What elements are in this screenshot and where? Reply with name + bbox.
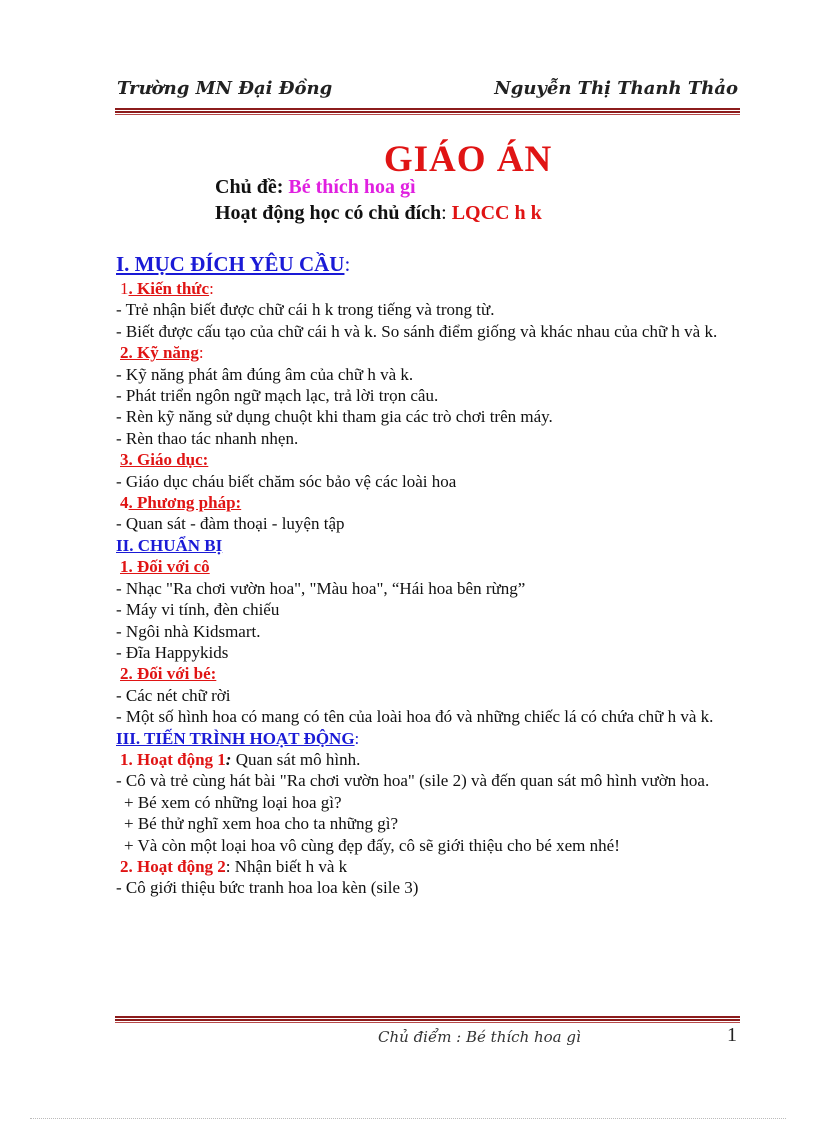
topic-label: Chủ đề: bbox=[215, 176, 289, 198]
skills-item-3: - Rèn kỹ năng sử dụng chuột khi tham gia các trò chơi trên máy. bbox=[116, 407, 553, 427]
activity-line bbox=[215, 202, 542, 225]
skills-heading: 2. Kỹ năng: bbox=[120, 343, 204, 363]
document-body bbox=[116, 250, 739, 899]
teacher-prep-heading: 1. Đối với cô bbox=[120, 557, 210, 577]
footer-topic: Chủ điểm : Bé thích hoa gì bbox=[378, 1028, 581, 1046]
footer-rule bbox=[115, 1016, 740, 1023]
skills-item-1: - Kỹ năng phát âm đúng âm của chữ h và k. bbox=[116, 364, 414, 384]
child-prep-item-1: - Các nét chữ rời bbox=[116, 685, 231, 705]
document-title: GIÁO ÁN bbox=[383, 139, 553, 180]
activity-2-item-1: - Cô giới thiệu bức tranh hoa loa kèn (sile 3) bbox=[116, 878, 419, 898]
teacher-prep-item-4: - Đĩa Happykids bbox=[116, 642, 229, 662]
child-prep-heading: 2. Đối với bé: bbox=[120, 664, 217, 684]
knowledge-heading: 1. Kiến thức: bbox=[120, 279, 214, 298]
page-bottom-divider bbox=[30, 1118, 786, 1119]
child-prep-item-2: - Một số hình hoa có mang có tên của loài hoa đó và những chiếc lá có chứa chữ h và k. bbox=[116, 707, 714, 727]
activity-1-item-1: - Cô và trẻ cùng hát bài "Ra chơi vườn hoa" (sile 2) và đến quan sát mô hình vườn hoa. bbox=[116, 771, 710, 791]
skills-item-2: - Phát triển ngôn ngữ mạch lạc, trả lời trọn câu. bbox=[116, 386, 439, 406]
header-school-name: Trường MN Đại Đồng bbox=[117, 78, 333, 99]
activity-label: Hoạt động học có chủ đích bbox=[215, 202, 442, 224]
knowledge-item-1: - Trẻ nhận biết được chữ cái h k trong tiếng và trong từ. bbox=[116, 300, 495, 320]
activity-1-item-4: + Và còn một loại hoa vô cùng đẹp đấy, cô sẽ giới thiệu cho bé xem nhé! bbox=[124, 835, 620, 855]
education-heading: 3. Giáo dục: bbox=[120, 450, 209, 470]
activity-value: LQCC h k bbox=[451, 202, 542, 224]
activity-separator: : bbox=[441, 202, 452, 224]
header-rule bbox=[115, 108, 740, 115]
activity-1-item-3: + Bé thử nghĩ xem hoa cho ta những gì? bbox=[124, 814, 398, 834]
teacher-prep-item-1: - Nhạc "Ra chơi vườn hoa", "Màu hoa", “Hái hoa bên rừng” bbox=[116, 578, 526, 598]
topic-value: Bé thích hoa gì bbox=[288, 176, 416, 198]
knowledge-item-2: - Biết được cấu tạo của chữ cái h và k. So sánh điểm giống và khác nhau của chữ h và k. bbox=[116, 321, 718, 341]
page-number: 1 bbox=[727, 1024, 737, 1046]
activity-1-heading: 1. Hoạt động 1: Quan sát mô hình. bbox=[120, 749, 361, 769]
skills-item-4: - Rèn thao tác nhanh nhẹn. bbox=[116, 428, 299, 448]
education-item-1: - Giáo dục cháu biết chăm sóc bảo vệ các loài hoa bbox=[116, 471, 457, 491]
topic-line bbox=[215, 176, 416, 199]
method-heading: 4. Phương pháp: bbox=[120, 493, 242, 513]
section-2-heading: II. CHUẨN BỊ bbox=[116, 535, 223, 555]
method-item-1: - Quan sát - đàm thoại - luyện tập bbox=[116, 514, 345, 534]
teacher-prep-item-2: - Máy vi tính, đèn chiếu bbox=[116, 600, 280, 620]
section-1-heading: I. MỤC ĐÍCH YÊU CẦU: bbox=[116, 252, 351, 276]
activity-1-item-2: + Bé xem có những loại hoa gì? bbox=[124, 792, 342, 812]
activity-2-heading: 2. Hoạt động 2: Nhận biết h và k bbox=[120, 856, 348, 876]
header-teacher-name: Nguyễn Thị Thanh Thảo bbox=[494, 78, 738, 99]
teacher-prep-item-3: - Ngôi nhà Kidsmart. bbox=[116, 621, 261, 641]
section-3-heading: III. TIẾN TRÌNH HOẠT ĐỘNG: bbox=[116, 728, 360, 748]
